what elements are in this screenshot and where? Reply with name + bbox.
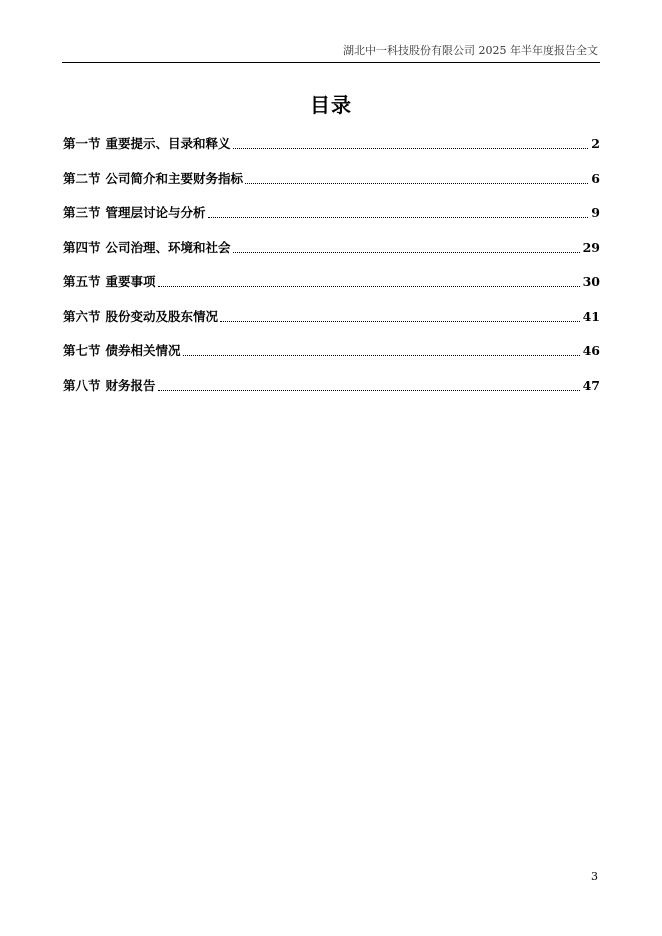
toc-leader-dots [220, 309, 580, 325]
toc-section-number: 第二节 [63, 170, 101, 186]
toc-entry[interactable] [63, 290, 600, 325]
toc-leader-dots [183, 343, 580, 359]
toc-page-number: 2 [591, 136, 600, 151]
toc-entry[interactable] [63, 152, 600, 187]
toc-page-number: 30 [582, 274, 600, 289]
running-header: 湖北中一科技股份有限公司 2025 年半年度报告全文 [343, 44, 598, 57]
toc-entry[interactable] [63, 359, 600, 394]
header-divider [62, 62, 600, 63]
toc-page-number: 9 [591, 205, 600, 220]
toc-leader-dots [245, 171, 588, 187]
toc-page-number: 46 [582, 343, 600, 358]
toc-page-number: 41 [582, 308, 600, 324]
toc-section-number: 第三节 [63, 205, 101, 220]
toc-entry[interactable] [63, 221, 600, 256]
toc-leader-dots [158, 378, 580, 394]
toc-leader-dots [233, 136, 589, 152]
toc-page-number: 6 [591, 170, 600, 186]
toc-leader-dots [208, 205, 589, 221]
toc-section-title: 重要提示、目录和释义 [105, 136, 231, 151]
toc-section-title: 重要事项 [105, 274, 156, 289]
toc-section-title: 债券相关情况 [105, 343, 181, 358]
toc-section-number: 第六节 [63, 308, 101, 324]
toc-entry[interactable] [63, 256, 600, 291]
toc-page-number: 29 [582, 239, 600, 255]
page-number: 3 [591, 870, 598, 883]
toc-leader-dots [158, 274, 580, 290]
toc-section-number: 第五节 [63, 274, 101, 289]
toc-section-number: 第七节 [63, 343, 101, 358]
toc-section-number: 第一节 [63, 136, 101, 151]
toc-leader-dots [233, 240, 580, 256]
toc-title: 目录 [310, 93, 352, 117]
toc-section-title: 股份变动及股东情况 [105, 308, 219, 324]
toc-section-title: 公司治理、环境和社会 [105, 239, 231, 255]
toc-section-title: 财务报告 [105, 377, 156, 393]
toc-section-number: 第八节 [63, 377, 101, 393]
toc-section-title: 管理层讨论与分析 [105, 205, 206, 220]
table-of-contents [63, 132, 600, 394]
toc-section-number: 第四节 [63, 239, 101, 255]
toc-entry[interactable] [63, 325, 600, 360]
toc-section-title: 公司简介和主要财务指标 [105, 170, 244, 186]
toc-page-number: 47 [582, 377, 600, 393]
toc-entry[interactable] [63, 132, 600, 152]
toc-entry[interactable] [63, 187, 600, 222]
